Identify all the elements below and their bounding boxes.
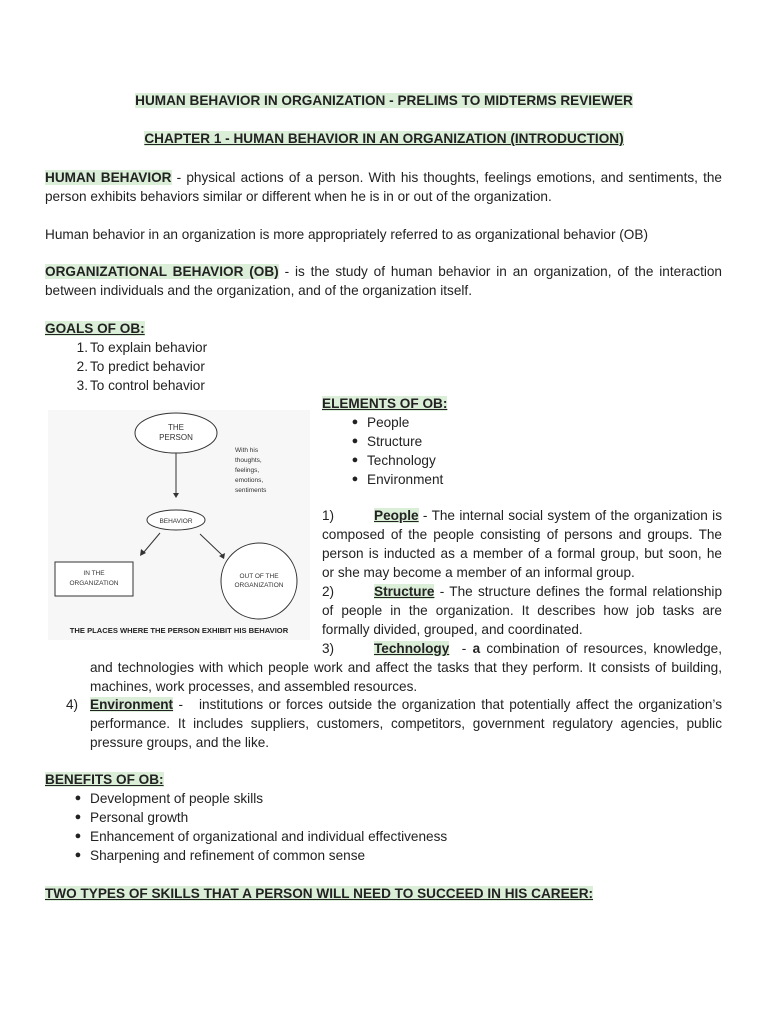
benefits-section [45,770,722,865]
structure-definition: 2) Structure - The structure defines the formal relationship of people in the organization. It describes how job tasks are formally divided, grouped, and coordinated. [322,584,722,637]
human-behavior-definition: HUMAN BEHAVIOR - physical actions of a person. With his thoughts, feelings emotions, and sentiments, the person exhibits behaviors similar or different when he is in or out of the organization. [45,170,722,204]
benefits-list [45,789,722,865]
elements-heading: ELEMENTS OF OB: [322,396,448,411]
people-definition: 1) People - The internal social system of the organization is composed of the people consisting of persons and groups. The person is inducted as a member of a formal group, but soon, he or she may become a member of an informal group. [322,508,722,580]
human-behavior-note: Human behavior in an organization is more appropriately referred to as organizational behavior (OB) [45,227,648,242]
side-note-2: thoughts, [235,457,262,464]
benefits-heading: BENEFITS OF OB: [45,772,164,787]
ob-term: ORGANIZATIONAL BEHAVIOR (OB) [45,264,279,279]
side-note-5: sentiments [235,487,267,494]
list-item: ● Environment [351,472,444,487]
behavior-diagram [48,410,310,640]
list-item: ● People [351,415,410,430]
in-organization-node [55,562,133,596]
person-label-2: PERSON [159,433,193,442]
skills-section [45,884,722,903]
environment-definition: 4) Environment - institutions or forces outside the organization that potentially affect the organization’s performance. It includes suppliers, customers, competitors, government regulatory agencies, public pressure groups, and the like. [66,697,722,750]
chapter-heading: CHAPTER 1 - HUMAN BEHAVIOR IN AN ORGANIZATION (INTRODUCTION) [144,131,624,146]
list-item: ● Technology [351,453,436,468]
structure-term: Structure [374,584,435,599]
people-term: People [374,508,419,523]
person-label-1: THE [168,423,184,432]
list-item: 2. To predict behavior [76,359,205,374]
goals-list [45,338,722,395]
out-org-label-1: OUT OF THE [239,573,279,580]
list-item: 1. To explain behavior [76,340,208,355]
in-org-label-2: ORGANIZATION [69,580,119,587]
side-note-1: With his [235,447,259,454]
list-item: ● Enhancement of organizational and individual effectiveness [74,829,448,844]
diagram-caption: THE PLACES WHERE THE PERSON EXHIBIT HIS BEHAVIOR [69,626,289,635]
ob-definition: ORGANIZATIONAL BEHAVIOR (OB) - is the study of human behavior in an organization, of the interaction between individuals and the organization, and of the organization itself. [45,264,722,298]
technology-continuation: and technologies with which people work and affect the tasks that they perform. It consists of building, machines, work processes, and assembled resources. [90,660,722,694]
technology-term: Technology [374,641,450,656]
technology-definition: 3) Technology - a combination of resources, knowledge, [322,641,722,656]
list-item: ● Development of people skills [74,791,264,806]
list-item: ● Personal growth [74,810,189,825]
side-note-3: feelings, [235,467,260,474]
list-item: ● Sharpening and refinement of common sense [74,848,366,863]
out-organization-node [221,543,297,619]
skills-heading: TWO TYPES OF SKILLS THAT A PERSON WILL NEED TO SUCCEED IN HIS CAREER: [45,886,594,901]
goals-heading: GOALS OF OB: [45,321,145,336]
side-note-4: emotions, [235,477,264,484]
environment-term: Environment [90,697,174,712]
behavior-label: BEHAVIOR [159,518,193,525]
elements-list [322,413,722,489]
out-org-label-2: ORGANIZATION [234,582,284,589]
elements-section [322,394,722,489]
document-title: HUMAN BEHAVIOR IN ORGANIZATION - PRELIMS TO MIDTERMS REVIEWER [135,93,633,108]
in-org-label-1: IN THE [83,570,105,577]
goals-section [45,319,722,395]
list-item: ● Structure [351,434,423,449]
list-item: 3. To control behavior [76,378,205,393]
human-behavior-term: HUMAN BEHAVIOR [45,170,172,185]
